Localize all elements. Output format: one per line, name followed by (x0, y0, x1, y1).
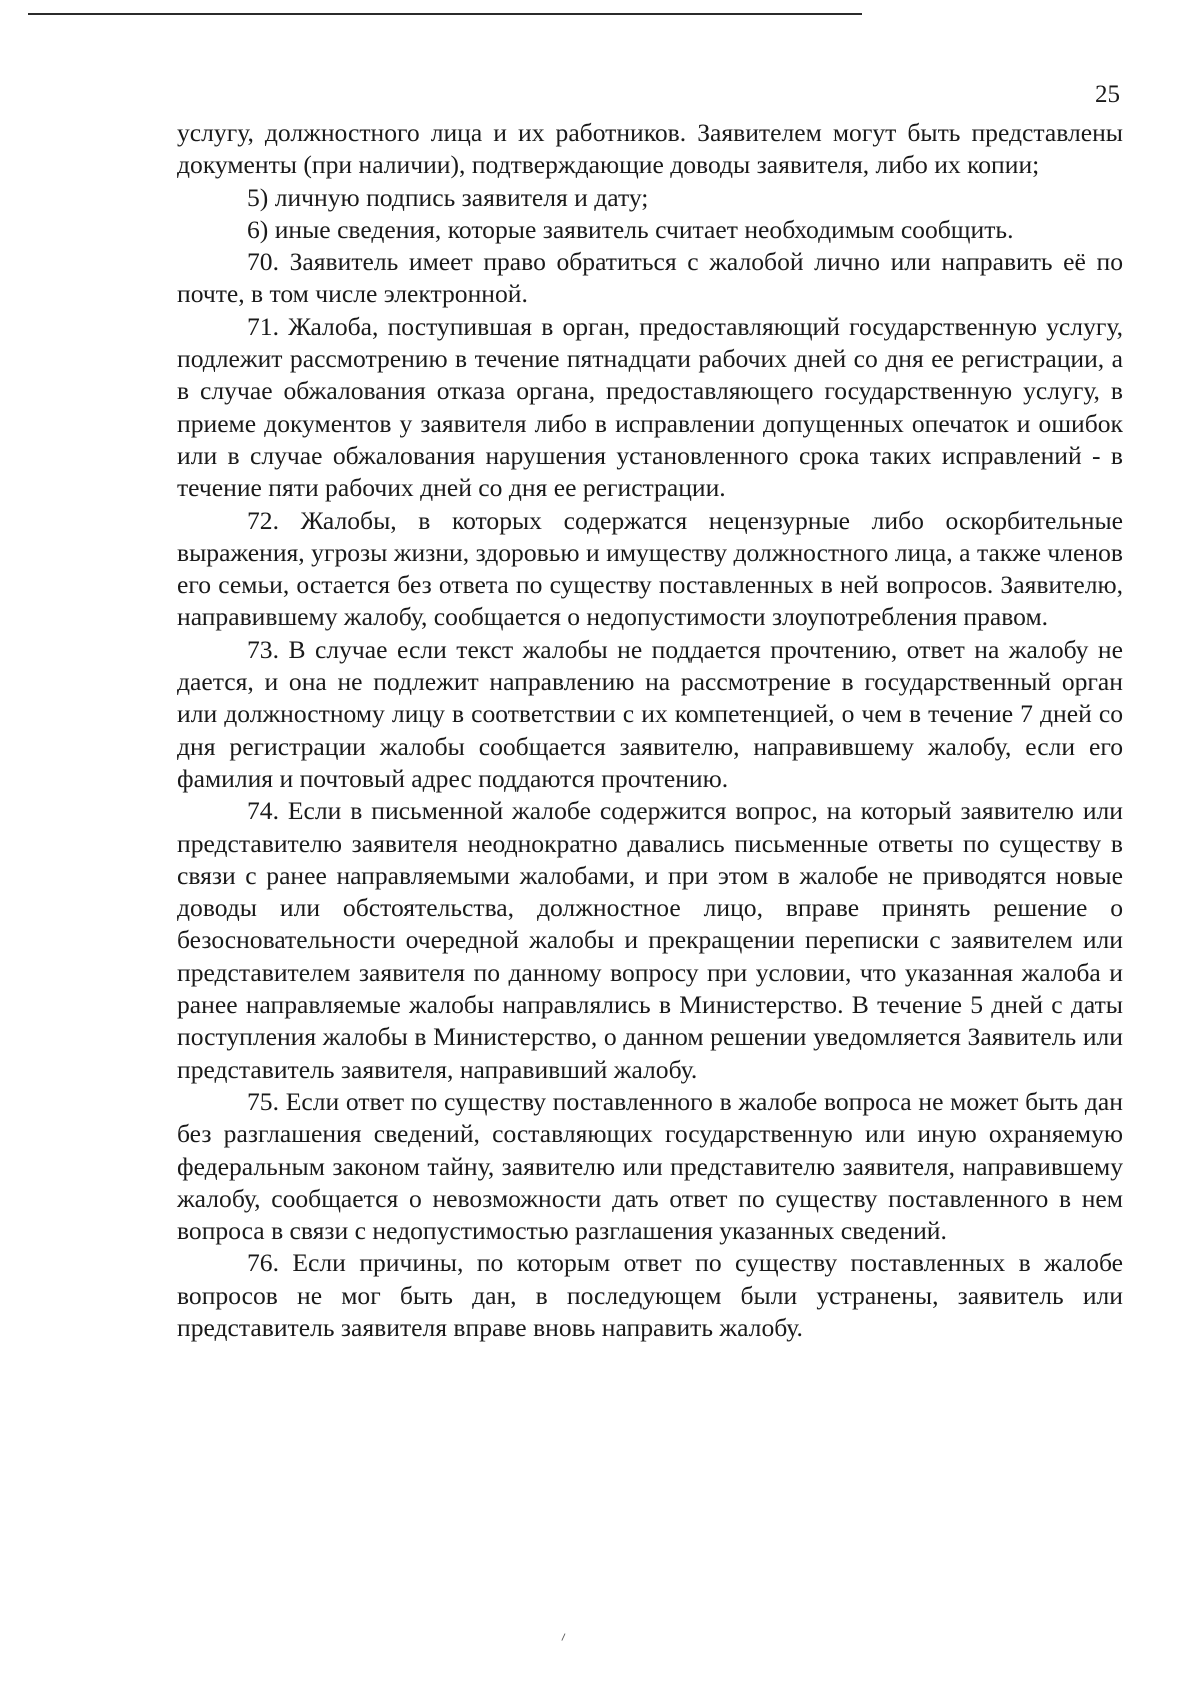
paragraph-76: 76. Если причины, по которым ответ по существу поставленных в жалобе вопросов не мог быть дан, в последующем были устранены, заявитель или представитель заявителя вправе вновь направить жалобу. (177, 1248, 1123, 1342)
top-scan-rule (28, 13, 862, 15)
list-item-6: 6) иные сведения, которые заявитель считает необходимым сообщить. (247, 214, 1014, 244)
paragraph-continuation: услугу, должностного лица и их работников. Заявителем могут быть представлены документы (при наличии), подтверждающие доводы заявителя, либо их копии; (177, 118, 1123, 180)
page-number: 25 (1095, 81, 1120, 108)
paragraph-71: 71. Жалоба, поступившая в орган, предоставляющий государственную услугу, подлежит рассмотрению в течение пятнадцати рабочих дней со дня ее регистрации, а в случае обжалования отказа органа, предоставляющего государственную услугу, в приеме документов у заявителя либо в исправлении допущенных опечаток и ошибок или в случае обжалования нарушения установленного срока таких исправлений - в течение пяти рабочих дней со дня ее регистрации. (177, 311, 1123, 503)
scan-artifact-mark: ⸝ (555, 1625, 570, 1644)
paragraph-70: 70. Заявитель имеет право обратиться с жалобой лично или направить её по почте, в том числе электронной. (177, 247, 1123, 309)
list-item-5: 5) личную подпись заявителя и дату; (247, 182, 649, 212)
paragraph-75: 75. Если ответ по существу поставленного в жалобе вопроса не может быть дан без разглашения сведений, составляющих государственную или иную охраняемую федеральным законом тайну, заявителю или представителю заявителя, направившему жалобу, сообщается о невозможности дать ответ по существу поставленного в нем вопроса в связи с недопустимостью разглашения указанных сведений. (177, 1086, 1123, 1246)
document-body (177, 117, 1123, 1344)
paragraph-74: 74. Если в письменной жалобе содержится вопрос, на который заявителю или представителю заявителя неоднократно давались письменные ответы по существу в связи с ранее направляемыми жалобами, и при этом в жалобе не приводятся новые доводы или обстоятельства, должностное лицо, вправе принять решение о безосновательности очередной жалобы и прекращении переписки с заявителем или представителем заявителя по данному вопросу при условии, что указанная жалоба и ранее направляемые жалобы направлялись в Министерство. В течение 5 дней с даты поступления жалобы в Министерство, о данном решении уведомляется Заявитель или представитель заявителя, направивший жалобу. (177, 796, 1123, 1084)
paragraph-73: 73. В случае если текст жалобы не поддается прочтению, ответ на жалобу не дается, и она не подлежит направлению на рассмотрение в государственный орган или должностному лицу в соответствии с их компетенцией, о чем в течение 7 дней со дня регистрации жалобы сообщается заявителю, направившему жалобу, если его фамилия и почтовый адрес поддаются прочтению. (177, 634, 1123, 793)
paragraph-72: 72. Жалобы, в которых содержатся нецензурные либо оскорбительные выражения, угрозы жизни, здоровью и имуществу должностного лица, а также членов его семьи, остается без ответа по существу поставленных в ней вопросов. Заявителю, направившему жалобу, сообщается о недопустимости злоупотребления правом. (177, 505, 1123, 632)
